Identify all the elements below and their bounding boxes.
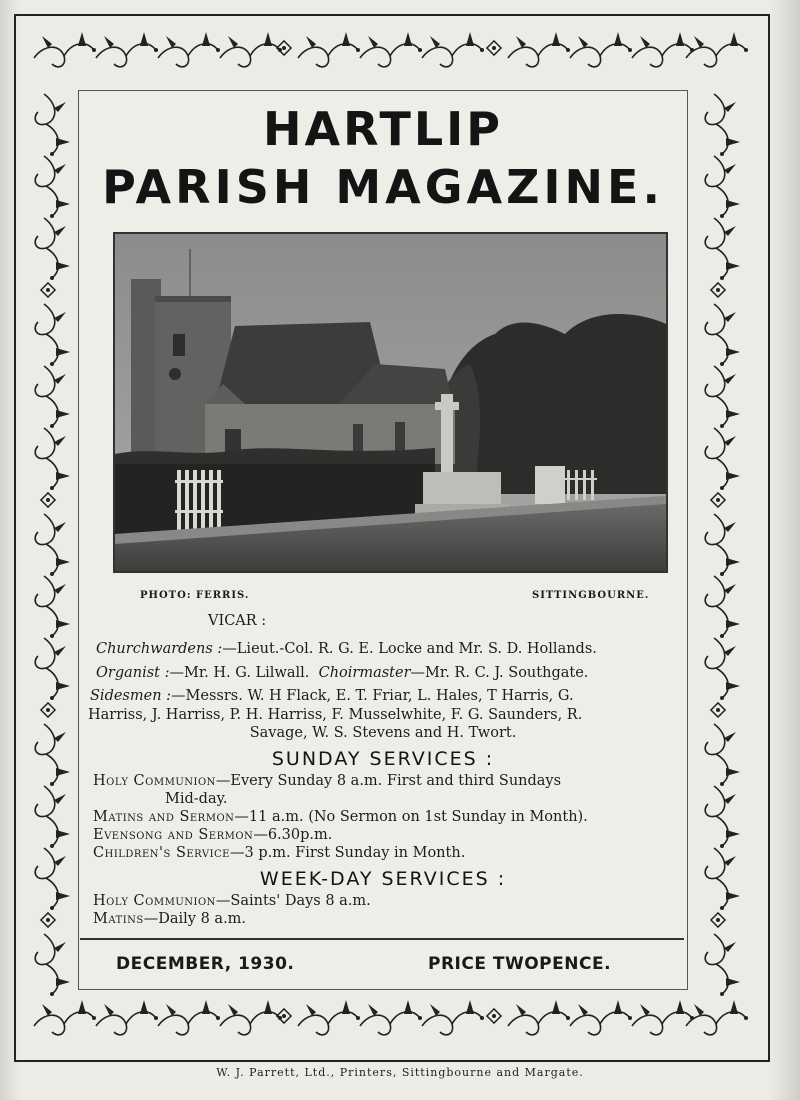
sunday-communion-midday: Mid-day. [165, 791, 228, 807]
masthead-line2: PARISH MAGAZINE. [102, 160, 664, 214]
footer-divider [80, 938, 684, 940]
weekday-communion-times: —Saints' Days 8 a.m. [215, 893, 371, 909]
photo-location: SITTINGBOURNE. [532, 590, 650, 601]
children-service-times: —3 p.m. First Sunday in Month. [229, 845, 466, 861]
weekday-communion-line [93, 892, 683, 910]
sunday-matins-line [93, 808, 683, 826]
weekday-communion-name: Holy Communion [93, 893, 216, 909]
churchwardens-label: Churchwardens : [96, 641, 223, 657]
children-service-name: Children's Service [93, 845, 230, 861]
sunday-matins-times: —11 a.m. (No Sermon on 1st Sunday in Month). [234, 809, 588, 825]
sidesmen-line1 [90, 687, 680, 705]
churchwardens-names: —Lieut.-Col. R. G. E. Locke and Mr. S. D. Hollands. [222, 641, 597, 657]
masthead-line1: HARTLIP [263, 102, 503, 156]
churchwardens-line [96, 640, 686, 658]
weekday-matins-times: —Daily 8 a.m. [143, 911, 247, 927]
vicar-line: VICAR : [208, 613, 267, 629]
weekday-services-heading: WEEK-DAY SERVICES : [259, 868, 507, 890]
sunday-services-heading: SUNDAY SERVICES : [271, 748, 495, 770]
photo-credit: PHOTO: FERRIS. [140, 590, 250, 601]
sidesmen-label: Sidesmen : [90, 688, 172, 704]
children-service-line [93, 844, 683, 862]
issue-price: PRICE TWOPENCE. [428, 954, 612, 974]
sidesmen-names-1: —Messrs. W. H Flack, E. T. Friar, L. Hales, T Harris, G. [171, 688, 574, 704]
sunday-communion-name: Holy Communion [93, 773, 216, 789]
evensong-times: —6.30p.m. [253, 827, 333, 843]
evensong-line [93, 826, 683, 844]
organist-label: Organist : [96, 665, 170, 681]
sidesmen-line3: Savage, W. S. Stevens and H. Twort. [249, 725, 517, 741]
choirmaster-label: Choirmaster [318, 665, 411, 681]
weekday-matins-name: Matins [93, 911, 144, 927]
church-photo [113, 232, 668, 573]
evensong-name: Evensong and Sermon [93, 827, 254, 843]
choirmaster-name: —Mr. R. C. J. Southgate. [410, 665, 589, 681]
organist-line [96, 664, 686, 682]
sunday-matins-name: Matins and Sermon [93, 809, 235, 825]
organist-name: —Mr. H. G. Lilwall. [169, 665, 310, 681]
sidesmen-line2: Harriss, J. Harriss, P. H. Harriss, F. Musselwhite, F. G. Saunders, R. [88, 707, 583, 723]
issue-date: DECEMBER, 1930. [116, 954, 295, 974]
sunday-communion-times: —Every Sunday 8 a.m. First and third Sundays [215, 773, 562, 789]
printer-imprint: W. J. Parrett, Ltd., Printers, Sittingbourne and Margate. [216, 1066, 584, 1079]
weekday-matins-line [93, 910, 683, 928]
sunday-communion-line [93, 772, 683, 790]
